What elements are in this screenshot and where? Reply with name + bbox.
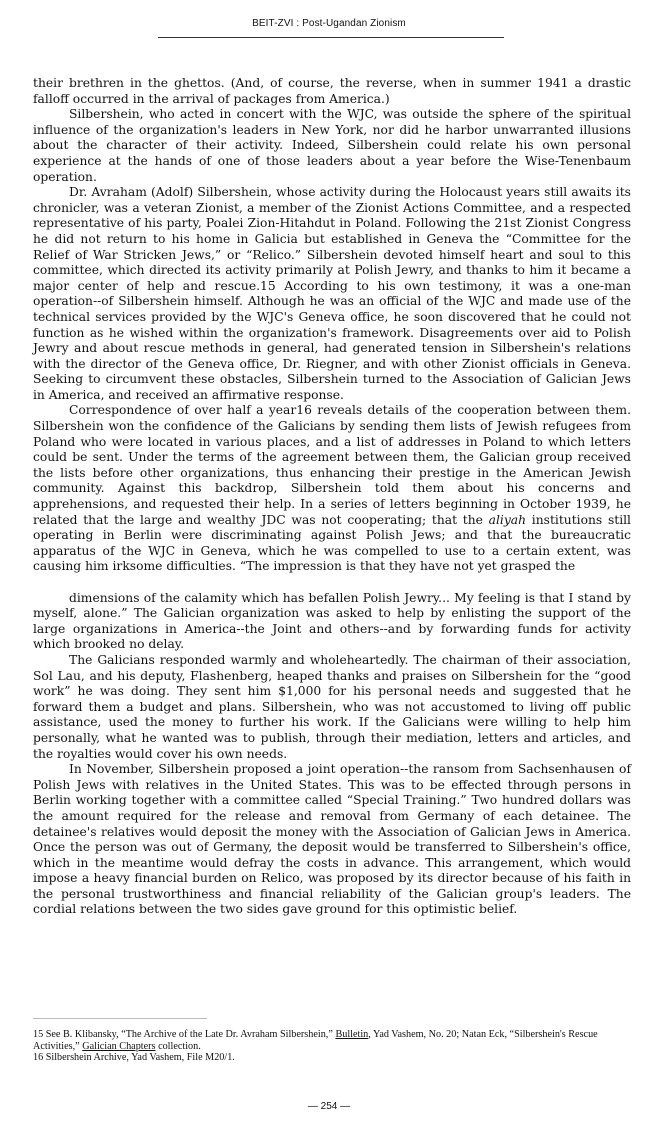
footnote-15-part-3: collection. [155, 1040, 201, 1052]
footnote-15 [33, 1029, 631, 1052]
paragraph-2: Silbershein, who acted in concert with the WJC, was outside the sphere of the spiritual influence of the organization's leaders in New York, nor did he harbor unwarranted illusions about the character of their activity. Indeed, Silbershein could relate his own personal experience at the hands of one of those leaders about a year before the Wise-Tenenbaum operation. [33, 107, 631, 184]
footnote-15-bulletin: Bulletin [335, 1029, 369, 1040]
header-divider [158, 37, 504, 38]
footnote-15-galician-chapters: Galician Chapters [82, 1040, 156, 1052]
running-header: BEIT-ZVI : Post-Ugandan Zionism [252, 18, 406, 29]
paragraph-3: Dr. Avraham (Adolf) Silbershein, whose activity during the Holocaust years still awaits its chronicler, was a veteran Zionist, a member of the Zionist Actions Committee, and a respected representative of his party, Poalei Zion-Hitahdut in Poland. Following the 21st Zionist Congress he did not return to his home in Galicia but established in Geneva the “Committee for the Relief of War Stricken Jews,” or “Relico.” Silbershein devoted himself heart and soul to this committee, which directed its activity primarily at Polish Jewry, and thanks to him it became a major center of help and rescue.15 According to his own testimony, it was a one-man operation--of Silbershein himself. Although he was an official of the WJC and made use of the technical services provided by the WJC's Geneva office, he soon discovered that he could not function as he wished within the organization's framework. Disagreements over aid to Polish Jewry and about rescue methods in general, had generated tension in Silbershein's relations with the director of the Geneva office, Dr. Riegner, and with other Zionist officials in Geneva. Seeking to circumvent these obstacles, Silbershein turned to the Association of Galician Jews in America, and received an affirmative response. [33, 185, 631, 402]
italic-term-aliyah: aliyah [488, 512, 527, 527]
paragraph-4-part-2: institutions still operating in Berlin were discriminating against Polish Jews; and that the bureaucratic apparatus of the WJC in Geneva, which he was compelled to use to a certain extent, was causing him irksome difficulties. “The impression is that they have not yet grasped the [33, 512, 631, 574]
paragraph-4 [33, 403, 631, 575]
footnote-divider [33, 1018, 207, 1019]
paragraph-5: dimensions of the calamity which has befallen Polish Jewry... My feeling is that I stand by myself, alone.” The Galician organization was asked to help by enlisting the support of the large organizations in America--the Joint and others--and by forwarding funds for activity which brooked no delay. [33, 590, 631, 652]
footnotes [33, 1029, 631, 1064]
paragraph-4-part-1: Correspondence of over half a year16 reveals details of the cooperation between them. Silbershein won the confidence of the Galicians by sending them lists of Jewish refugees from Poland who were located in various places, and a list of addresses in Poland to which letters could be sent. Under the terms of the agreement between them, the Galician group received the lists before other organizations, thus enhancing their prestige in the American Jewish community. Against this backdrop, Silbershein told them about his concerns and apprehensions, and requested their help. In a series of letters beginning in October 1939, he related that the large and wealthy JDC was not cooperating; that the [33, 403, 631, 527]
body-text [33, 76, 631, 918]
footnote-16: 16 Silbershein Archive, Yad Vashem, File M20/1. [33, 1052, 235, 1064]
paragraph-6: The Galicians responded warmly and wholeheartedly. The chairman of their association, Sol Lau, and his deputy, Flashenberg, heaped thanks and praises on Silbershein for the “good work” he was doing. They sent him $1,000 for his personal needs and suggested that he forward them a budget and plans. Silbershein, who was not accustomed to living off public assistance, used the money to further his work. If the Galicians were willing to help him personally, what he wanted was to publish, through their mediation, letters and articles, and the royalties would cover his own needs. [33, 652, 631, 761]
paragraph-7: In November, Silbershein proposed a joint operation--the ransom from Sachsenhausen of Polish Jews with relatives in the United States. This was to be effected through persons in Berlin working together with a committee called “Special Training.” Two hundred dollars was the amount required for the release and removal from Germany of each detainee. The detainee's relatives would deposit the money with the Association of Galician Jews in America. Once the person was out of Germany, the deposit would be transferred to Silbershein's office, which in the meantime would defray the costs in advance. This arrangement, which would impose a heavy financial burden on Relico, was proposed by its director because of his faith in the personal trustworthiness and financial reliability of the Galician group's leaders. The cordial relations between the two sides gave ground for this optimistic belief. [33, 762, 631, 917]
page-number: — 254 — [307, 1101, 351, 1112]
paragraph-1: their brethren in the ghettos. (And, of course, the reverse, when in summer 1941 a drastic falloff occurred in the arrival of packages from America.) [33, 76, 631, 106]
footnote-15-part-2: , Yad Vashem, No. 20; Natan Eck, “Silbershein's Rescue Activities,” [33, 1029, 598, 1052]
footnote-15-part-1: 15 See B. Klibansky, “The Archive of the Late Dr. Avraham Silbershein,” [33, 1029, 336, 1040]
